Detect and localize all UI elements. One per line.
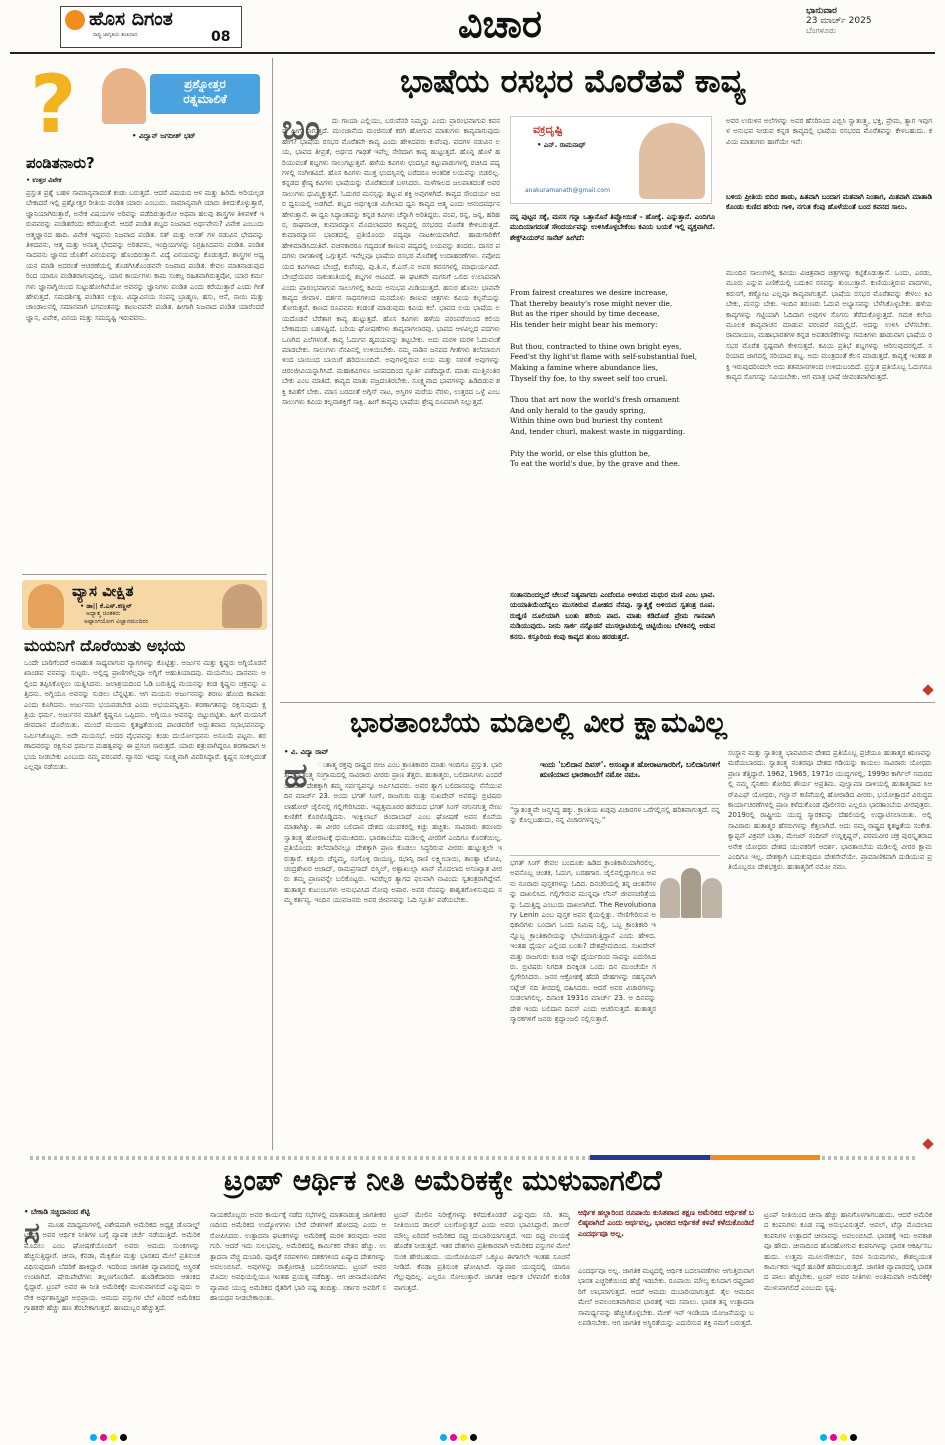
qa-column <box>22 58 267 606</box>
mid-article-col2-text: ಭಗತ್ ಸಿಂಗ್ ಕೇವಲ ಬಂದೂಕು ಹಿಡಿದ ಕ್ರಾಂತಿಕಾರಿಯಾಗಿರಲಿಲ್ಲ. ಅವನೊಬ್ಬ ಚಿಂತಕ, ಓದುಗ, ಬರಹಗಾರ. ಜೈಲಿನಲ್ಲಿದ್ದಾಗಲೂ ಅವನು ನೂರಾರು ಪುಸ್ತಕಗಳನ್ನು ಓದಿದ. ದಿನಚರಿಯಲ್ಲಿ ತನ್ನ ಚಿಂತನೆಗಳನ್ನು ದಾಖಲಿಸಿದ. ಗಲ್ಲಿಗೇರುವ ಮುನ್ನವೂ ಲೆನಿನ್ ಜೀವನಚರಿತ್ರೆಯನ್ನು ಓದುತ್ತಿದ್ದ ಎಂಬುದು ದಾಖಲಾಗಿದೆ. The Revolutionary Lenin ಎಂಬ ಪುಸ್ತಕ ಅವನ ಕೈಯಲ್ಲಿತ್ತು. ನೇಣಿಗೇರಿಸುವ ಅಧಿಕಾರಿಗಳು ಬಂದಾಗ ಒಂದು ನಿಮಿಷ ನಿಲ್ಲಿ, ಒಬ್ಬ ಕ್ರಾಂತಿಕಾರಿ ಇನ್ನೊಬ್ಬ ಕ್ರಾಂತಿಕಾರಿಯನ್ನು ಭೇಟಿಯಾಗುತ್ತಿದ್ದಾನೆ ಎಂದು ಹೇಳಿದ. ಇಂತಹ ಧೈರ್ಯ ಎಲ್ಲಿಂದ ಬಂತು? ದೇಶಪ್ರೇಮದಿಂದ. ಸುಖದೇವ್ ಮತ್ತು ರಾಜಗುರು ಕೂಡ ಅಷ್ಟೇ ಧೈರ್ಯದಿಂದ ಸಾವನ್ನು ಎದುರಿಸಿದರು. ಬ್ರಿಟಿಷರು ನಿಗದಿತ ದಿನಕ್ಕಿಂತ ಒಂದು ದಿನ ಮುಂಚೆಯೇ ಗಲ್ಲಿಗೇರಿಸಿದರು. ಜನರ ಆಕ್ರೋಶಕ್ಕೆ ಹೆದರಿ ದೇಹಗಳನ್ನು ರಹಸ್ಯವಾಗಿ ಸಟ್ಲೆಜ್ ನದಿ ತೀರದಲ್ಲಿ ದಹಿಸಿದರು. ಆದರೆ ಅವರ ವಿಚಾರಗಳನ್ನು ಸುಡಲಾಗಲಿಲ್ಲ. ದಿನಾಂಕ 1931ರ ಮಾರ್ಚ್ 23. ಆ ದಿನವನ್ನು ದೇಶ ಇಂದು ಬಲಿದಾನ ದಿವಸ್ ಎಂದು ಆಚರಿಸುತ್ತದೆ. ಹುತಾತ್ಮರ ಸ್ಮಾರಕಗಳಿಗೆ ಜನರು ಶ್ರದ್ಧಾಂಜಲಿ ಸಲ್ಲಿಸುತ್ತಾರೆ. <box>510 859 656 1024</box>
portrait-2 <box>681 868 701 918</box>
bottom-article-callout: ಆರ್ಥಿಕ ಹಲ್ಲಾರಿಂದ ರೂಪಾಯಿ ಕುಸಿತವಾದ ತಕ್ಷಣ ಅಮೆರಿಕದ ಆರ್ಥಿಕತೆ ಬಲಿಷ್ಠವಾಗಿದೆ ಎಂದು ಅರ್ಥವಲ್ಲ, ಭಾರತದ ಆರ್ಥಿಕತೆ ಕಳಪೆ ಕಳೆದುಕೊಂಡಿದೆ ಎಂದರ್ಥವೂ ಅಲ್ಲ. <box>578 1208 754 1238</box>
portrait-1 <box>660 878 680 918</box>
author-box <box>510 116 712 204</box>
bottom-article-dropcap: ಸ <box>24 1216 40 1251</box>
top-article-col2 <box>510 116 720 696</box>
bottom-article-headline: ಟ್ರಂಪ್ ಆರ್ಥಿಕ ನೀತಿ ಅಮೆರಿಕಕ್ಕೇ ಮುಳುವಾಗಲಿದೆ <box>224 1164 662 1197</box>
bottom-article-col5-text: ಟ್ರಂಪ್ ನೀತಿಯಿಂದ ಚೀನಾ ಹೆಚ್ಚು ಹಾನಿಗೊಳಗಾಗಬಹುದು. ಆದರೆ ಅಮೆರಿಕದ ಕಂಪನಿಗಳು ಕೂಡ ನಷ್ಟ ಅನುಭವಿಸುತ್ತವೆ. ಆಪಲ್, ಟೆಸ್ಲಾ ಮೊದಲಾದ ಕಂಪನಿಗಳ ಉತ್ಪಾದನೆ ಚೀನಾವನ್ನು ಅವಲಂಬಿಸಿದೆ. ಭಾರತಕ್ಕೆ ಇದು ಅವಕಾಶವೂ ಹೌದು. ಚೀನಾದಿಂದ ಹೊರಹೋಗುವ ಕಂಪನಿಗಳನ್ನು ಭಾರತ ಆಕರ್ಷಿಸಬಹುದು. ಉತ್ತಮ ಮೂಲಸೌಕರ್ಯ, ಸರಳ ನಿಯಮಗಳು, ಕೌಶಲ್ಯಯುತ ಕಾರ್ಮಿಕರು ಇದ್ದರೆ ಹೂಡಿಕೆ ಹರಿದುಬರುತ್ತದೆ. ಜಾಗತಿಕ ವ್ಯಾಪಾರದಲ್ಲಿ ಭಾರತದ ಪಾಲು ಹೆಚ್ಚಬೇಕು. ಟ್ರಂಪ್ ಅವರ ನೀತಿಗಳು ಅಂತಿಮವಾಗಿ ಅಮೆರಿಕಕ್ಕೇ ಮುಳುವಾಗಲಿದೆ ಎಂಬುದು ಸ್ಪಷ್ಟ. <box>764 1211 932 1292</box>
top-article-col1 <box>282 108 502 696</box>
martyrs-portraits <box>660 858 722 920</box>
vyasa-author-org: ಅಷ್ಟಾಂಗಯೋಗ ವಿಜ್ಞಾನಮಂದಿರಂ <box>84 618 149 625</box>
vertical-divider-left <box>272 58 273 1150</box>
top-article-author-photo <box>639 123 705 199</box>
qa-question: ಪಂಡಿತನಾರು? <box>26 154 95 172</box>
lamp-logo-icon <box>65 10 85 30</box>
top-article-col3-intro: ನನ್ನ ಪುಟ್ಟನ ಸಕ್ಕೆ, ಮನಸ ಗನ್ನಾ ಒತ್ತಾನೊನೆ ತಿವ್ವೋಯಿತೆ – ಹೋಕ್ಕೆ. ಎನ್ನುತ್ತಾನೆ. ಎಂದಿಗೂ ಮುದಿಯಾಗದಂತೆ ಸೌಂದರ್ಯವನ್ನು ಉಳಿಸಿಕೊಳ್ಳಬೇಕೆಂಬ ಕವಿಯ ಬಯಕೆ ಇಲ್ಲಿ ವ್ಯಕ್ತವಾಗಿದೆ. ಶೇಕ್ಸ್‌ಪಿಯರ್‌ನ ಸಾನೆಟ್ ಹೀಗಿದೆ: <box>510 213 715 242</box>
top-article-email: anakuramanath@gmail.com <box>525 187 610 194</box>
bottom-article-author: • ಬೇಕಾಡಿ ಸಚ್ಚಿದಾನಂದ ಶೆಟ್ಟಿ <box>24 1208 90 1216</box>
bottom-article-col4-text: ಎಂದರ್ಥವೂ ಅಲ್ಲ. ಜಾಗತಿಕ ಮಟ್ಟದಲ್ಲಿ ಆರ್ಥಿಕ ಬದಲಾವಣೆಗಳು ಆಗುತ್ತಿರುವಾಗ ಭಾರತ ಎಚ್ಚರಿಕೆಯಿಂದ ಹೆಜ್ಜೆ ಇಡಬೇಕು. ರೂಪಾಯಿ ಮೌಲ್ಯ ಕುಸಿದಾಗ ರಫ್ತುದಾರರಿಗೆ ಲಾಭವಾಗುತ್ತದೆ. ಆದರೆ ಆಮದು ದುಬಾರಿಯಾಗುತ್ತದೆ. ತೈಲ ಆಮದಿನ ಮೇಲೆ ಅವಲಂಬಿತವಾಗಿರುವ ಭಾರತಕ್ಕೆ ಇದು ಸವಾಲು. ಭಾರತ ತನ್ನ ಉತ್ಪಾದನಾ ಸಾಮರ್ಥ್ಯವನ್ನು ಹೆಚ್ಚಿಸಿಕೊಳ್ಳಬೇಕು. ಮೇಕ್ ಇನ್ ಇಂಡಿಯಾ ಯೋಜನೆಯನ್ನು ಬಲಪಡಿಸಬೇಕು. ಆಗ ಜಾಗತಿಕ ಅಸ್ಥಿರತೆಯನ್ನು ಎದುರಿಸುವ ಶಕ್ತಿ ನಮಗೆ ಬರುತ್ತದೆ. <box>578 1267 754 1328</box>
left-divider-1 <box>22 574 267 575</box>
vyasa-title: ವ್ಯಾಸ ವೀಕ್ಷಿತ <box>72 582 134 600</box>
qa-title-box <box>150 74 260 114</box>
question-mark-icon: ? <box>30 58 77 151</box>
registration-marks-center <box>440 1426 480 1445</box>
mid-article-col1 <box>284 756 504 1150</box>
mid-article-callout: ಇಂದು 'ಬಲಿದಾನ ದಿವಸ್'. ಅಸಂಖ್ಯಾತ ಹೋರಾಟಗಾರರಿಗೆ, ಬಲಿದಾನಿಗಳಿಗೆ ಋಣಿಯಾದ ಭಾರತಾಂಬೆಗೆ ನಮೋ ನಮಃ. <box>540 760 720 780</box>
registration-marks-left <box>90 1426 130 1445</box>
article-end-icon-2 <box>922 1138 933 1149</box>
top-article-col4-intro: ಅವರ ಉರುಳಿನ ಅಲೆಗಳನ್ನು ಅವರ ಹೆಸರಿನಿಂದ ಎಬ್ಬಿಸಿ ಸ್ವಾತಂತ್ರ್ಯ, ಭಕ್ತಿ, ಪ್ರೇಮ, ತ್ಯಾಗ ಇವುಗಳ ಅನುಭವ ನೀಡುವ ಕನ್ನಡ ಕಾವ್ಯದಲ್ಲಿ ಭಾಷೆಯ ರಸಭರದ ಮೊರೆತವನ್ನು ಕೇಳಬಹುದು. ಕವಿಯ ಮಾತುಗಳು ಹಾಗೆಯೇ ಇವೆ: <box>726 117 932 146</box>
qa-author-photo <box>102 68 146 124</box>
date-text: 23 ಮಾರ್ಚ್ 2025 <box>806 16 872 26</box>
mid-divider <box>280 702 935 703</box>
day-text: ಭಾನುವಾರ <box>806 6 837 16</box>
top-article-col1-text: ದು ಗಾಯಾ ಎಲ್ಲಿಯು, ಬರುವೆನರಿ ನಿಮ್ಮನ್ನು ಎಂದು ಪ್ರಾರಂಭವಾಗುವ ಕವನವು ಹೀಗೆ ಸಾಗುತ್ತದೆ. ಮುಂಜಾನೆಯ ಮಂಜಿನಂತೆ ಕರಗಿ ಹೋಗುವ ಮಾತುಗಳು ಕಾವ್ಯವಾಗುವುದು ಹೇಗೆ? ಭಾಷೆಯ ರಸಭರ ಮೊರೆತವೇ ಕಾವ್ಯ ಎಂದು ಹೇಳಿದವರು ಕುವೆಂಪು. ಪದಗಳ ನಡುವಿನ ಲಯ, ಭಾವದ ತೀವ್ರತೆ, ಅರ್ಥದ ಗಾಢತೆ ಇವೆಲ್ಲ ಸೇರಿದಾಗ ಕಾವ್ಯ ಹುಟ್ಟುತ್ತದೆ. ಹೊನ್ನ ಹೊಳೆ ಹರಿಯುವಂತೆ ಶಬ್ದಗಳು ಸಾಲುಗಟ್ಟುತ್ತವೆ. ಹಳೆಯ ಕವಿಗಳು ಛಂದಸ್ಸಿನ ಕಟ್ಟುಪಾಡುಗಳಲ್ಲಿ ರಚಿಸಿದ ಪದ್ಯಗಳಲ್ಲಿ ಸಂಗೀತವಿದೆ. ಹೊಸ ಕವಿಗಳು ಮುಕ್ತ ಛಂದಸ್ಸಿನಲ್ಲಿ ಬರೆದರೂ ಆಂತರಿಕ ಲಯವನ್ನು ಬಿಡಲಿಲ್ಲ. ಕನ್ನಡದ ಶ್ರೇಷ್ಠ ಕವಿಗಳು ಭಾಷೆಯನ್ನು ಮೊರೆತದಂತೆ ಬಳಸಿದರು. ಮಳೆಗಾಲದ ಜಲಪಾತದಂತೆ ಅವರ ಸಾಲುಗಳು ಧುಮ್ಮಿಕ್ಕುತ್ತವೆ. ಓದುಗರ ಮನಸ್ಸನ್ನು ತಟ್ಟುವ ಶಕ್ತಿ ಅವುಗಳಿಗಿದೆ. ಕಾವ್ಯದ ಸೌಂದರ್ಯ ಅದರ ಧ್ವನಿಯಲ್ಲಿ ಅಡಗಿದೆ. ಶಬ್ದದ ಅರ್ಥಕ್ಕಿಂತ ಮಿಗಿಲಾದ ಧ್ವನಿ ಕಾವ್ಯದ ಆತ್ಮ ಎಂದು ಆನಂದವರ್ಧನ ಹೇಳುತ್ತಾನೆ. ಈ ಧ್ವನಿ ಸಿದ್ಧಾಂತವನ್ನು ಕನ್ನಡ ಕವಿಗಳು ಚೆನ್ನಾಗಿ ಅರಿತಿದ್ದರು. ಪಂಪ, ರನ್ನ, ಜನ್ನ, ಹರಿಹರ, ರಾಘವಾಂಕ, ಕುಮಾರವ್ಯಾಸ ಮೊದಲಾದವರ ಕಾವ್ಯದಲ್ಲಿ ರಸಭರದ ಮೊರೆತ ಕೇಳಿಬರುತ್ತದೆ. ಕುಮಾರವ್ಯಾಸನ ಭಾರತದಲ್ಲಿ ಪ್ರತಿಯೊಂದು ಪದ್ಯವೂ ನಾಟಕೀಯವಾಗಿದೆ. ಹಾಡುಗಾರಿಕೆಗೆ ಹೇಳಿಮಾಡಿಸಿದಂತಿವೆ. ವಚನಕಾರರೂ ಗದ್ಯದಂತೆ ಕಾಣುವ ಪದ್ಯದಲ್ಲಿ ಲಯವನ್ನು ತಂದರು. ದಾಸರ ಪದಗಳು ರಾಗತಾಳಕ್ಕೆ ಒಗ್ಗುತ್ತವೆ. ಇವೆಲ್ಲವೂ ಭಾಷೆಯ ರಸಭರ ಮೊರೆತಕ್ಕೆ ಉದಾಹರಣೆಗಳು. ನವೋದಯದ ಕವಿಗಳಾದ ಬೇಂದ್ರೆ, ಕುವೆಂಪು, ಪು.ತಿ.ನ, ಕೆ.ಎಸ್.ನ ಅವರ ಕವನಗಳಲ್ಲಿ ಮಾಧುರ್ಯವಿದೆ. ಬೇಂದ್ರೆಯವರ ನಾಕುತಂತಿಯಲ್ಲಿ ಶಬ್ದಗಳ ಆಟವಿದೆ. ಈ ಘಟಕವೇ ಮಗನಿಗೆ ಒಲಿದ ಉಲಾಪವಾಗಿ ಎಂದು ಪ್ರಾರಂಭವಾಗುವ ಸಾಲುಗಳಲ್ಲಿ ಕವಿಯ ಅನುಭವ ಮಿಡಿಯುತ್ತದೆ. ಹಸುರ ಹೊನಲ ಭಾವವೇ ಕಾವ್ಯದ ಜೀವಾಳ. ದರ್ಶನ ಸಾಧನಗಳಿಂದ ಮನದೊಳು ಕಾಣುವ ಚಿತ್ರಗಳು ಕವಿಯ ಕಲ್ಪನೆಯನ್ನು ತೋರುತ್ತವೆ. ಕಾಣದ ರೂಪವನು ಕಂಡಂತೆ ಮಾಡುವುದು ಕವಿಯ ಕಲೆ. ಭಾವದ ಲಯ ಭಾಷೆಯ ಲಯದೊಡನೆ ಬೆರೆತಾಗ ಕಾವ್ಯ ಹುಟ್ಟುತ್ತದೆ. ಹೊಸ ಕವಿಗಳು ಹಳೆಯ ಪರಂಪರೆಯಿಂದ ಕಲಿಯಬೇಕಾದುದು ಬಹಳಷ್ಟಿದೆ. ಬರಿಯ ಘೋಷಣೆಗಳು ಕಾವ್ಯವಾಗಲಾರವು. ಭಾವದ ಆಳವಿಲ್ಲದ ಪದಗಳು ಒಣಗಿದ ಎಲೆಗಳಂತೆ. ಕಾವ್ಯ ಓದುಗನ ಹೃದಯವನ್ನು ತಟ್ಟಬೇಕು. ಅದು ಮರಳಿ ಮರಳಿ ಓದುವಂತೆ ಮಾಡಬೇಕು. ಸಾಲುಗಳು ನೆನಪಿನಲ್ಲಿ ಉಳಿಯಬೇಕು. ನಮ್ಮ ನಾಡಿನ ಜನಪದ ಗೀತೆಗಳು ತಲೆಮಾರುಗಳಿಂದ ಬಾಯಿಂದ ಬಾಯಿಗೆ ಹರಿದುಬಂದಿವೆ. ಅವುಗಳಲ್ಲಿರುವ ಲಯ ಮತ್ತು ಸರಳತೆ ಅವುಗಳನ್ನು ಚಿರಂಜೀವಿಯನ್ನಾಗಿಸಿದೆ. ಮಹಾಕವಿಗಳೂ ಜನಪದದಿಂದ ಸ್ಫೂರ್ತಿ ಪಡೆದಿದ್ದಾರೆ. ಮಾತು ಮುತ್ತಿನಂತಿರಬೇಕು ಎಂಬ ಮಾತಿದೆ. ಕಾವ್ಯದ ಮಾತು ವಜ್ರದಂತಿರಬೇಕು. ಸೂಕ್ಷ್ಮವಾದ ಭಾವಗಳನ್ನು ಹಿಡಿದಿಡುವ ಶಕ್ತಿ ಕವಿತೆಗೆ ಬೇಕು. ಮಾಸ ಬರದಂತೆ ಅಗ್ಗಿಸ್ ನಾಟ, ಅಸ್ತಿಗಳ ಮರೆಯ ನೆರಳು, ಉತ್ತರದ ಒಳ್ಳೆ ಎಂಬ ಸಾಲುಗಳು ಕವಿಯ ಕಲ್ಪನಾಶಕ್ತಿಗೆ ಸಾಕ್ಷಿ. ಹೀಗೆ ಕಾವ್ಯವು ಭಾಷೆಯ ಶ್ರೇಷ್ಠ ರೂಪವಾಗಿ ನಿಲ್ಲುತ್ತದೆ. <box>282 117 500 406</box>
top-article-author: • ಎನ್. ರಾಮನಾಥ್ <box>537 141 586 149</box>
mid-article-col1-text: ುತಾತ್ಮ ರಕ್ತವು ರಾಷ್ಟ್ರದ ಬೀಜ ಎಂಬ ಕ್ರಾಂತಿಕಾರರ ಮಾತು ಇಂದಿಗೂ ಪ್ರಸ್ತುತ. ಭಾರತದ ಸ್ವಾತಂತ್ರ್ಯ ಸಂಗ್ರಾಮದಲ್ಲಿ ಸಾವಿರಾರು ವೀರರು ಪ್ರಾಣ ತೆತ್ತರು. ಹುತಾತ್ಮರು, ಬಲಿದಾನಿಗಳು ಎಂದರೆ ಯಾರು? ದೇಶಕ್ಕಾಗಿ ತಮ್ಮ ಸರ್ವಸ್ವವನ್ನೂ ಅರ್ಪಿಸಿದವರು. ಅವರ ತ್ಯಾಗ ಬಲಿದಾನವನ್ನು ನೆನೆಯುವ ದಿನ ಮಾರ್ಚ್ 23. ಅಂದು ಭಗತ್ ಸಿಂಗ್, ರಾಜಗುರು ಮತ್ತು ಸುಖದೇವ್ ಅವರನ್ನು ಬ್ರಿಟಿಷರು ಲಾಹೋರ್ ಜೈಲಿನಲ್ಲಿ ಗಲ್ಲಿಗೇರಿಸಿದರು. ಇಪ್ಪತ್ತಮೂರರ ಹರೆಯದ ಭಗತ್ ಸಿಂಗ್ ನಗುನಗುತ್ತ ನೇಣು ಕುಣಿಕೆಗೆ ಕೊರಳೊಡ್ಡಿದನು. ಇಂಕ್ವಿಲಾಬ್ ಜಿಂದಾಬಾದ್ ಎಂಬ ಘೋಷಣೆ ಅವನ ಕೊನೆಯ ಮಾತಾಗಿತ್ತು. ಈ ವೀರರ ಬಲಿದಾನ ದೇಶದ ಯುವಕರಲ್ಲಿ ಕಿಚ್ಚು ಹಚ್ಚಿತು. ಸಾವಿರಾರು ತರುಣರು ಸ್ವಾತಂತ್ರ್ಯ ಹೋರಾಟಕ್ಕೆ ಧುಮುಕಿದರು. ಭಾರತಾಂಬೆಯ ಮಡಿಲಲ್ಲಿ ವೀರರಿಗೆ ಎಂದಿಗೂ ಕೊರತೆಯಿಲ್ಲ. ಪ್ರತಿಯೊಂದು ತಲೆಮಾರಿನಲ್ಲೂ ದೇಶಕ್ಕಾಗಿ ಪ್ರಾಣ ಕೊಡಲು ಸಿದ್ಧರಿರುವ ವೀರರು ಹುಟ್ಟುತ್ತಲೇ ಇರುತ್ತಾರೆ. ಕಿತ್ತೂರು ಚೆನ್ನಮ್ಮ, ಸಂಗೊಳ್ಳಿ ರಾಯಣ್ಣ, ಝಾನ್ಸಿ ರಾಣಿ ಲಕ್ಷ್ಮೀಬಾಯಿ, ತಾಂತ್ಯಾ ಟೋಪಿ, ಚಂದ್ರಶೇಖರ ಆಜಾದ್, ರಾಮಪ್ರಸಾದ್ ಬಿಸ್ಮಿಲ್, ಅಶ್ಫಾಖುಲ್ಲಾ ಖಾನ್ ಮೊದಲಾದ ಅಸಂಖ್ಯಾತ ವೀರರು ತಮ್ಮ ಪ್ರಾಣವನ್ನೇ ಬಲಿಕೊಟ್ಟರು. ಇವರೆಲ್ಲರ ತ್ಯಾಗದ ಫಲವಾಗಿ ನಾವಿಂದು ಸ್ವತಂತ್ರರಾಗಿದ್ದೇವೆ. ಹುತಾತ್ಮರ ಕುಟುಂಬಗಳು ಅನುಭವಿಸಿದ ನೋವು ಅಪಾರ. ಅವರ ನೆನಪನ್ನು ಶಾಶ್ವತಗೊಳಿಸುವುದು ನಮ್ಮ ಕರ್ತವ್ಯ. ಇಂದಿನ ಯುವಜನರು ಅವರ ಜೀವನವನ್ನು ಓದಿ ಸ್ಫೂರ್ತಿ ಪಡೆಯಬೇಕು. <box>284 761 502 905</box>
bottom-article-col4 <box>578 1208 756 1418</box>
vyasa-sage-illustration <box>28 584 64 628</box>
city-text: ಬೆಂಗಳೂರು <box>806 26 836 35</box>
masthead <box>0 0 945 52</box>
date-box <box>806 6 936 46</box>
top-article-dropcap: ಬಂ <box>282 108 321 148</box>
top-article-headline: ಭಾಷೆಯ ರಸಭರ ಮೊರೆತವೆ ಕಾವ್ಯ <box>400 62 746 100</box>
top-article-col3-after: ಸಂತಾನದಿಂದಲ್ಲದೆ ಚೆಲುವೆ ನಿತ್ಯವಾಗದು ಎಂದೆಂದೂ ಅಳಿಯದ ಮಧುರ ಮಣಿ ಎಂಬ ಭಾವ. ಯಯಾತಿಯೆಂದೆನ್ನಲು ಮುಸಕಿರುವ ಮೋಹದ ನೆನಪು. ಸ್ವಾತ್ಮಕ್ಕೆ ಅಳಿಯದ ಸ್ವತಂತ್ರ ರೂಪ. ರುಜ್ಞಿಣಿ ದೂಲಿಯಾಗಿ ಬಂತು ಹರಿಯ ಪಾದ. ಮಾತು ಕಡಿದೊಡೆ ಪ್ರೇಮ ಗಾನವಾಗಿ ನುಡಿಯುವುದು. ನೀನು ಸಾರ್ಕ ನನ್ನೊಡನೆ ಮುಸಲ್ಪಾಟಿಯಲ್ಲಿ ಚಿಟ್ಟಿಯೆಂಬ ಬೆಳಕಿನಲ್ಲಿ ಆಡುವ ಕನಸು. ಕಸ್ತೂರಿಯ ಕಂಪು ಕಾವ್ಯದ ತುಂಬ ಹರಡುತ್ತದೆ. <box>510 591 715 641</box>
page-number: 08 <box>211 29 231 45</box>
mid-article-col2 <box>510 760 722 1150</box>
registration-marks-right <box>820 1426 860 1445</box>
bottom-article-col3-text: ಟ್ರಂಪ್ ಮೇಲಿನ ನಿರೀಕ್ಷೆಗಳನ್ನು ಕಳೆದುಕೊಂಡರೆ ಎನ್ನುವುದು ಸರಿ. ತಮ್ಮ ನೀತಿಯಿಂದ ಡಾಲರ್ ಬಲಗೊಳ್ಳುತ್ತದೆ ಎಂದು ಅವರು ಭಾವಿಸಿದ್ದಾರೆ. ಡಾಲರ್ ಮೌಲ್ಯ ಏರಿದರೆ ಅಮೆರಿಕದ ರಫ್ತು ದುಬಾರಿಯಾಗುತ್ತದೆ. ಇದು ರಫ್ತು ವಲಯಕ್ಕೆ ಹೊಡೆತ ನೀಡುತ್ತದೆ. ಇತರ ದೇಶಗಳು ಪ್ರತೀಕಾರವಾಗಿ ಅಮೆರಿಕದ ವಸ್ತುಗಳ ಮೇಲೆ ಸುಂಕ ಹೇರಬಹುದು. ಯುರೋಪಿಯನ್ ಒಕ್ಕೂಟ ಈಗಾಗಲೇ ಇಂತಹ ಸೂಚನೆ ನೀಡಿದೆ. ಕೆನಡಾ ಪ್ರತಿಸುಂಕ ಘೋಷಿಸಿದೆ. ವ್ಯಾಪಾರ ಯುದ್ಧದಲ್ಲಿ ಯಾರೂ ಗೆಲ್ಲುವುದಿಲ್ಲ. ಎಲ್ಲರೂ ಸೋಲುತ್ತಾರೆ. ಜಾಗತಿಕ ಆರ್ಥಿಕ ಬೆಳವಣಿಗೆ ಕುಂಠಿತವಾಗುತ್ತದೆ. <box>394 1211 570 1292</box>
bottom-article-col2-text: ನಾಯಕರೊಬ್ಬರು ಅವರ ಕಾರ್ಯಕ್ಕೆ ನಡೆದ ಸಭೆಗಳಲ್ಲಿ ಮಾತನಾಡುತ್ತ ಜಾಗತೀಕರಣದಿಂದ ಅಮೆರಿಕದ ಉದ್ಯೋಗಗಳು ಬೇರೆ ದೇಶಗಳಿಗೆ ಹೋದವು ಎಂದು ಆರೋಪಿಸಿದರು. ಉತ್ಪಾದನಾ ಘಟಕಗಳನ್ನು ಅಮೆರಿಕಕ್ಕೆ ಮರಳಿ ತರುವುದು ಅವರ ಗುರಿ. ಆದರೆ ಇದು ಸುಲಭವಲ್ಲ. ಅಮೆರಿಕದಲ್ಲಿ ಕಾರ್ಮಿಕರ ವೇತನ ಹೆಚ್ಚು. ಉತ್ಪಾದನಾ ವೆಚ್ಚ ದುಬಾರಿ. ಪೂರೈಕೆ ಸರಪಳಿಗಳು ದಶಕಗಳಿಂದ ಏಷ್ಯಾದ ದೇಶಗಳನ್ನು ಅವಲಂಬಿಸಿವೆ. ಅವುಗಳನ್ನು ರಾತ್ರೋರಾತ್ರಿ ಬದಲಿಸಲಾಗದು. ಟ್ರಂಪ್ ಅವರ ಮೊದಲ ಅವಧಿಯಲ್ಲಿಯೂ ಇಂತಹ ಪ್ರಯತ್ನ ನಡೆದಿತ್ತು. ಆಗ ಚೀನಾದೊಂದಿಗಿನ ವ್ಯಾಪಾರ ಯುದ್ಧ ಅಮೆರಿಕದ ರೈತರಿಗೆ ಭಾರಿ ನಷ್ಟ ತಂದಿತ್ತು. ಸರ್ಕಾರ ಅವರಿಗೆ ಸಹಾಯಧನ ನೀಡಬೇಕಾಯಿತು. <box>210 1211 386 1303</box>
portrait-3 <box>702 878 722 918</box>
mid-article-quote: "ಸ್ವಾತಂತ್ರ್ಯವೇ ಜನ್ಮಸಿದ್ಧ ಹಕ್ಕು. ಕ್ರಾಂತಿಯ ಖಡ್ಗವು ವಿಚಾರಗಳ ಒರೆಗಲ್ಲಿನಲ್ಲಿ ಹರಿತವಾಗುತ್ತದೆ. ನನ್ನನ್ನು ಕೊಲ್ಲಬಹುದು, ನನ್ನ ವಿಚಾರಗಳನ್ನಲ್ಲ." <box>510 804 720 856</box>
top-article-col4-body: ಮುಂದಿನ ಸಾಲುಗಳಲ್ಲಿ ಕವಿಯು ವಿಚಿತ್ರವಾದ ಚಿತ್ರಗಳನ್ನು ಕಟ್ಟಿಕೊಡುತ್ತಾನೆ. ಒಂದು, ಎರಡು, ಮೂರು ಎನ್ನುವ ಎಣಿಕೆಯಲ್ಲಿ ಬದುಕಿನ ರಸವನ್ನು ತುಂಬುತ್ತಾನೆ. ಕುಣಿಯುತ್ತಿರುವ ಪಾದಗಳು, ಕಿರುನಗೆ, ಕಣ್ಣೋಟ ಎಲ್ಲವೂ ಕಾವ್ಯವಾಗುತ್ತವೆ. ಭಾಷೆಯ ರಸಭರ ಮೊರೆತವನ್ನು ಕೇಳಲು ಕಿವಿ ಬೇಕು, ಮನಸ್ಸು ಬೇಕು. ಇಂದಿನ ತರುಣರು ಓದುವ ಅಭ್ಯಾಸವನ್ನು ಬೆಳೆಸಿಕೊಳ್ಳಬೇಕು. ಹಳೆಯ ಕಾವ್ಯಗಳನ್ನು ಗಟ್ಟಿಯಾಗಿ ಓದಿದಾಗ ಅವುಗಳ ಸೊಗಸು ತೆರೆದುಕೊಳ್ಳುತ್ತದೆ. ಗಮಕ ಕಲೆಯ ಮೂಲಕ ಕಾವ್ಯವಾಚನ ಮಾಡುವ ಪರಂಪರೆ ನಮ್ಮಲ್ಲಿದೆ. ಅದನ್ನು ಉಳಿಸಿ ಬೆಳೆಸಬೇಕು. ರಾಮಾಯಣ, ಮಹಾಭಾರತಗಳ ಕನ್ನಡ ಅವತರಣಿಕೆಗಳನ್ನು ಗಮಕಿಗಳು ಹಾಡುವಾಗ ಭಾಷೆಯ ರಸಭರ ಮೊರೆತ ಸ್ಪಷ್ಟವಾಗಿ ಕೇಳಿಸುತ್ತದೆ. ಕವಿಯ ಪ್ರತಿಭೆ ಶಬ್ದಗಳನ್ನು ಆರಿಸುವುದರಲ್ಲಿದೆ. ಸರಿಯಾದ ಜಾಗದಲ್ಲಿ ಸರಿಯಾದ ಶಬ್ದ. ಅದು ಮಂತ್ರದಂತೆ ಕೆಲಸ ಮಾಡುತ್ತದೆ. ಕಾವ್ಯಕ್ಕೆ ಇಂತಹ ಶಕ್ತಿ ಇರುವುದರಿಂದಲೇ ಅದು ಶತಮಾನಗಳಿಂದ ಉಳಿದುಬಂದಿದೆ. ಪ್ರಸ್ತುತ ಪ್ರತಿಯೊಬ್ಬ ಓದುಗನೂ ಕಾವ್ಯದ ಸೊಗಸನ್ನು ಸವಿಯಬೇಕು. ಆಗ ಮಾತ್ರ ಭಾಷೆ ಜೀವಂತವಾಗಿರುತ್ತದೆ. <box>726 269 932 382</box>
vyasa-headline: ಮಯನಿಗೆ ದೊರೆಯಿತು ಅಭಯ <box>24 636 186 655</box>
logo-tagline: ರಾಷ್ಟ್ರ ಜಾಗೃತಿಯ ಶಂಖನಾದ <box>93 32 138 38</box>
bottom-divider-accent <box>590 1155 710 1160</box>
bottom-article-col1 <box>24 1216 202 1418</box>
vyasa-body: ಒಂದೇ ಬಾರಿಗೆಂದರೆ ಅನಾಹುತ ಸಾಧ್ಯವಾಗುವ ವ್ಯಾಗಗಳನ್ನು ಕೊಟ್ಟಿತ್ತು. ಅರ್ಜುನ ಮತ್ತು ಕೃಷ್ಣರು ಅಗ್ನಿಯೊಡನೆ ಖಾಂಡವ ವನವನ್ನು ಸುಟ್ಟರು. ಅಲ್ಲಿದ್ದ ಪ್ರಾಣಿಗಳೆಲ್ಲವೂ ಅಗ್ನಿಗೆ ಆಹುತಿಯಾದವು. ಮಯನೆಂಬ ದಾನವನು ಅಲ್ಲಿಂದ ತಪ್ಪಿಸಿಕೊಳ್ಳಲು ಯತ್ನಿಸಿದನು. ಜಲಾಶ್ರಯದಿಂದ ಓಡಿ ಬರುತ್ತಿದ್ದ ಮಯನನ್ನು ಕಂಡ ಕೃಷ್ಣನು ಚಕ್ರವನ್ನು ಎತ್ತಿದನು. ಅಗ್ನಿಯೂ ಅವನನ್ನು ಸುಡಲು ಬೆನ್ನಟ್ಟಿತು. ಆಗ ಮಯನು ಅರ್ಜುನನನ್ನು ಶರಣು ಹೊಂದಿ ಕಾಪಾಡು ಎಂದು ಕೂಗಿದನು. ಅರ್ಜುನನು ಭಯಪಡಬೇಡ ಎಂದು ಅಭಯವನ್ನಿತ್ತನು. ಶರಣಾಗತನನ್ನು ರಕ್ಷಿಸುವುದು ಕ್ಷತ್ರಿಯ ಧರ್ಮ. ಅರ್ಜುನನ ಮಾತಿಗೆ ಕೃಷ್ಣನೂ ಒಪ್ಪಿದನು. ಅಗ್ನಿಯೂ ಅವನನ್ನು ಬಿಟ್ಟುಬಿಟ್ಟಿತು. ಹೀಗೆ ಮಯನಿಗೆ ಜೀವದಾನ ದೊರೆಯಿತು. ಮುಂದೆ ಮಯನು ಕೃತಜ್ಞತೆಯಿಂದ ಪಾಂಡವರಿಗೆ ಅದ್ಭುತವಾದ ಸಭಾಭವನವನ್ನು ನಿರ್ಮಿಸಿಕೊಟ್ಟನು. ಅದೇ ಮಯಸಭೆ. ಅದರ ವೈಭವವನ್ನು ಕಂಡು ದುರ್ಯೋಧನನು ಅಸೂಯೆ ಪಟ್ಟನು. ಶರಣಾದವರನ್ನು ರಕ್ಷಿಸುವ ಧರ್ಮದ ಮಹತ್ವವನ್ನು ಈ ಪ್ರಸಂಗ ಸಾರುತ್ತದೆ. ಯಾರು ಶತ್ರುವಾಗಿದ್ದರೂ ಶರಣಾದಾಗ ಅಭಯ ನೀಡಬೇಕು ಎಂಬುದು ನಮ್ಮ ಪರಂಪರೆ. ವ್ಯಾಸರು ಇದನ್ನು ಸೂಕ್ಷ್ಮವಾಗಿ ವಿವರಿಸಿದ್ದಾರೆ. ಕೃಷ್ಣನ ಸಂಕಲ್ಪದಂತೆ ಎಲ್ಲವೂ ನಡೆಯಿತು. <box>24 659 266 772</box>
column-label: ವಕ್ರದೃಷ್ಟಿ <box>533 123 563 136</box>
vyasa-author-photo <box>222 584 262 628</box>
vyasa-author: • ಡಾ|| ಕೆ.ಎಸ್.ಕಣ್ಣನ್ <box>80 602 132 610</box>
qa-title-line1: ಪ್ರಶ್ನೋತ್ತರ <box>184 77 226 91</box>
bottom-divider-accent-2 <box>710 1155 820 1160</box>
mid-article-dropcap: ಹ <box>284 756 308 796</box>
qa-title-line2: ರತ್ನಮಾಲಿಕೆ <box>183 92 227 106</box>
mid-article-headline: ಭಾರತಾಂಬೆಯ ಮಡಿಲಲ್ಲಿ ವೀರ ಕ್ಷಾಮವಿಲ್ಲ <box>350 706 728 739</box>
vyasa-author-desc: ಅಧ್ಯಾತ್ಮ ಚಿಂತಕರು <box>86 610 121 617</box>
qa-author: • ವಿದ್ವಾನ್ ಜಗದೀಶ್ ಭಟ್ <box>132 132 196 140</box>
masthead-divider <box>10 52 935 54</box>
section-title: ವಿಚಾರ <box>458 2 542 46</box>
mid-article-col3-text: ಸಂಸ್ಥಾನ ಮತ್ತು ಸ್ವಾತಂತ್ರ್ಯ ಭಾವವಿರುವ ದೇಶದ ಪ್ರತಿಯೊಬ್ಬ ಪ್ರಜೆಯೂ ಹುತಾತ್ಮರ ಋಣವನ್ನು ಮರೆಯಬಾರದು. ಸ್ವಾತಂತ್ರ್ಯ ನಂತರವೂ ದೇಶದ ಗಡಿಯನ್ನು ಕಾಯಲು ಸಾವಿರಾರು ಯೋಧರು ಪ್ರಾಣ ತೆತ್ತಿದ್ದಾರೆ. 1962, 1965, 1971ರ ಯುದ್ಧಗಳಲ್ಲಿ, 1999ರ ಕಾರ್ಗಿಲ್ ಸಮರದಲ್ಲಿ ನಮ್ಮ ಸೈನಿಕರು ತೋರಿದ ಶೌರ್ಯ ಅಪ್ರತಿಮ. ಪುಲ್ವಾಮಾ ದಾಳಿಯಲ್ಲಿ ಹುತಾತ್ಮರಾದ ಸಿಆರ್‌ಪಿಎಫ್ ಯೋಧರು, ಗಲ್ವಾನ್ ಕಣಿವೆಯಲ್ಲಿ ಹೋರಾಡಿದ ವೀರರು, ಭಯೋತ್ಪಾದನೆ ವಿರುದ್ಧದ ಕಾರ್ಯಾಚರಣೆಗಳಲ್ಲಿ ಪ್ರಾಣ ಕಳೆದುಕೊಂಡ ಪೊಲೀಸರು ಎಲ್ಲರೂ ಭಾರತಾಂಬೆಯ ವೀರಪುತ್ರರು. 2019ರಲ್ಲಿ ರಾಷ್ಟ್ರೀಯ ಯುದ್ಧ ಸ್ಮಾರಕವನ್ನು ದೆಹಲಿಯಲ್ಲಿ ಉದ್ಘಾಟಿಸಲಾಯಿತು. ಅಲ್ಲಿ ಸಾವಿರಾರು ಹುತಾತ್ಮರ ಹೆಸರುಗಳನ್ನು ಕೆತ್ತಲಾಗಿದೆ. ಅದು ನಮ್ಮ ರಾಷ್ಟ್ರದ ಕೃತಜ್ಞತೆಯ ಸಂಕೇತ. ಕ್ಯಾಪ್ಟನ್ ವಿಕ್ರಮ್ ಬಾತ್ರಾ, ಮೇಜರ್ ಸಂದೀಪ್ ಉನ್ನಿಕೃಷ್ಣನ್, ಪರಮವೀರ ಚಕ್ರ ಪುರಸ್ಕೃತರಾದ ಅನೇಕ ಯೋಧರು ದೇಶದ ಯುವಕರಿಗೆ ಆದರ್ಶ. ಭಾರತಾಂಬೆಯ ಮಡಿಲಲ್ಲಿ ವೀರರ ಕ್ಷಾಮ ಎಂದಿಗೂ ಇಲ್ಲ. ದೇಶಕ್ಕಾಗಿ ಬದುಕುವುದೂ ದೇಶಸೇವೆಯೇ. ಪ್ರಾಮಾಣಿಕವಾಗಿ ದುಡಿಯುವ ಪ್ರತಿಯೊಬ್ಬರೂ ದೇಶಭಕ್ತರು. ಹುತಾತ್ಮರಿಗೆ ನಮೋ ನಮಃ. <box>728 749 932 872</box>
top-article-poem: From fairest creatures we desire increase, That thereby beauty's rose might never die, But as the riper should by time decease, His tender heir might bear his memory: But thou, contracted to thine own bright eyes, Feed'st thy light'st flame with self-substantial fuel, Making a famine where abundance lies, Thyself thy foe, to thy sweet self too cruel. Thou that art now the world's fresh ornament And only herald to the gaudy spring, Within thine own bud buriest thy content And, tender churl, makest waste in niggarding. Pity the world, or else this glutton be, To eat the world's due, by the grave and thee. <box>510 288 698 469</box>
qa-body: ಪ್ರಸ್ತುತ ಪ್ರಶ್ನೆ ಬಹಳ ಸಾಮಾನ್ಯವಾದಂತೆ ಕಂಡು ಬರುತ್ತದೆ. ಆದರೆ ವಿಷಯದ ಆಳ ಮತ್ತು ಹಿರಿಮೆ ಅರಿಯಲ್ಪಡಬೇಕಾದರೆ ಇಲ್ಲಿ ಪ್ರಶ್ನೋತ್ತರ ರೀತಿಯ ಪಂಡಿತ ಯಾರು ಎಂಬುದು. ಸಾಮಾನ್ಯವಾಗಿ ಯಾರು ತಿಳಿದುಕೊಳ್ಳುತ್ತಾರೆ, ಜ್ಞಾನಿಯಾಗಿರುತ್ತಾರೆ, ಅನೇಕ ವಿಷಯಗಳ ಅರಿವನ್ನು ಪಡೆದಿರುತ್ತಾರೋ ಅಥವಾ ಹಲವು ಶಾಸ್ತ್ರಗಳ ತಿಳಿವಳಿಕೆ ಇರುವವರನ್ನು ಪಂಡಿತರೆಂದು ಕರೆಯುತ್ತೇವೆ. ಆದರೆ ಪಂಡಿತ ಶಬ್ದದ ನಿಜವಾದ ಅರ್ಥವೇನು? ವಿವೇಕ ಎಂಬುದು ಆತ್ಮಜ್ಞಾನದ ಹಾದಿ. ವಿವೇಕ ಇದ್ದವನು ನಿಜವಾದ ಪಂಡಿತ. ಸತ್ ಮತ್ತು ಅಸತ್ ಗಳ ನಡುವಿನ ಭೇದವನ್ನು ತಿಳಿದವನು, ಆತ್ಮ ಮತ್ತು ಅನಾತ್ಮ ಭೇದವನ್ನು ಅರಿತವನು, ಇಂದ್ರಿಯಗಳನ್ನು ನಿಗ್ರಹಿಸಿದವನು ಪಂಡಿತ. ಪಂಡಿತನಾದವನು ಜ್ಞಾನದ ಜೊತೆಗೆ ವಿನಯವನ್ನು ಹೊಂದಿರುತ್ತಾನೆ. ವಿದ್ಯೆ ವಿನಯವನ್ನು ಕೊಡುತ್ತದೆ. ಶಾಸ್ತ್ರಗಳ ಅಧ್ಯಯನ ಮಾಡಿ ಅದರಂತೆ ಆಚರಣೆಯಲ್ಲಿ ತೊಡಗಿಸಿಕೊಂಡವನೇ ನಿಜವಾದ ಪಂಡಿತ. ಕೇವಲ ಮಾತನಾಡುವುದರಿಂದ ಯಾರೂ ಪಂಡಿತರಾಗುವುದಿಲ್ಲ. ಯಾರ ಕಾರ್ಯಗಳು ಕಾಮ ಸಂಕಲ್ಪ ರಹಿತವಾಗಿರುತ್ತವೋ, ಯಾರ ಕರ್ಮಗಳು ಜ್ಞಾನಾಗ್ನಿಯಿಂದ ಸುಟ್ಟುಹೋಗಿವೆಯೋ ಅವನನ್ನು ಜ್ಞಾನಿಗಳು ಪಂಡಿತ ಎಂದು ಕರೆಯುತ್ತಾರೆ ಎಂದು ಗೀತೆ ಹೇಳುತ್ತದೆ. ಸಮದರ್ಶಿತ್ವ ಪಂಡಿತನ ಲಕ್ಷಣ. ವಿದ್ಯಾವಿನಯ ಸಂಪನ್ನ ಬ್ರಾಹ್ಮಣ, ಹಸು, ಆನೆ, ನಾಯಿ ಮತ್ತು ಚಾಂಡಾಲನಲ್ಲಿ ಸಮಾನವಾಗಿ ಭಗವಂತನನ್ನು ಕಾಣುವವನೇ ಪಂಡಿತ. ಹೀಗಾಗಿ ನಿಜವಾದ ಪಂಡಿತ ಯಾರೆಂದರೆ ಜ್ಞಾನ, ವಿವೇಕ, ವಿನಯ ಮತ್ತು ಸಮದೃಷ್ಟಿ ಇರುವವನು. <box>26 189 264 322</box>
vyasa-column <box>22 580 267 1150</box>
qa-asker: • ಉತ್ತರ ವಿವೇಕ <box>26 176 62 184</box>
top-article-col4-verse: ಬಳಿಯ ಪ್ರೀತಿಯ ಬಿದಿರ ಹಾಡು, ಹಿತವಾಗಿ ಬಂದಾಗ ಮತವಾಗಿ ನಿಂತಾಗ, ಮಿತವಾಗಿ ಮಾತಾಡಿ ಕೊಂಡು ಕುಣಿದ ಹರಿಯ ಗಾಳಿ, ನಗುತ ಕೆಂಪು ಹೊಳೆಯಂತೆ ಬಂದ ಕವನದ ಸಾಲು. <box>726 193 932 212</box>
logo-text: ಹೊಸ ದಿಗಂತ <box>89 8 173 30</box>
top-article-col4 <box>726 116 934 696</box>
logo-box <box>60 6 242 48</box>
bottom-article-col1-text: ಮೂಹ ಮಾಧ್ಯಮಗಳಲ್ಲಿ ವಿಶೇಷವಾಗಿ ಅಮೆರಿಕದ ಅಧ್ಯಕ್ಷ ಡೊನಾಲ್ಡ್ ಟ್ರಂಪ್ ಅವರ ಆರ್ಥಿಕ ನೀತಿಗಳ ಬಗ್ಗೆ ವ್ಯಾಪಕ ಚರ್ಚೆ ನಡೆಯುತ್ತಿದೆ. ಅಮೆರಿಕ ಮೊದಲು ಎಂಬ ಘೋಷಣೆಯೊಂದಿಗೆ ಅವರು ಆಮದು ಸುಂಕಗಳನ್ನು ಹೆಚ್ಚಿಸುತ್ತಿದ್ದಾರೆ. ಚೀನಾ, ಕೆನಡಾ, ಮೆಕ್ಸಿಕೋ ಮತ್ತು ಭಾರತದ ಮೇಲೆ ಪ್ರತಿಸುಂಕ ವಿಧಿಸುವುದಾಗಿ ಬೆದರಿಕೆ ಹಾಕಿದ್ದಾರೆ. ಇದರಿಂದ ಜಾಗತಿಕ ವ್ಯಾಪಾರದಲ್ಲಿ ಅಸ್ಥಿರತೆ ಉಂಟಾಗಿದೆ. ಷೇರುಪೇಟೆಗಳು ತಲ್ಲಣಗೊಂಡಿವೆ. ಹೂಡಿಕೆದಾರರು ಆತಂಕದಲ್ಲಿದ್ದಾರೆ. ಟ್ರಂಪ್ ಅವರ ಈ ನೀತಿ ಅಮೆರಿಕಕ್ಕೇ ಮುಳುವಾಗಲಿದೆ ಎನ್ನುವುದು ಅನೇಕ ಅರ್ಥಶಾಸ್ತ್ರಜ್ಞರ ಅಭಿಪ್ರಾಯ. ಆಮದು ವಸ್ತುಗಳ ಬೆಲೆ ಏರಿದರೆ ಅಮೆರಿಕದ ಗ್ರಾಹಕರೇ ಹೆಚ್ಚು ಹಣ ತೆರಬೇಕಾಗುತ್ತದೆ. ಹಣದುಬ್ಬರ ಹೆಚ್ಚುತ್ತದೆ. <box>24 1221 200 1313</box>
mid-article-author: • ವಿ. ವಿದ್ಯಾ ರಾವ್ <box>284 748 329 756</box>
